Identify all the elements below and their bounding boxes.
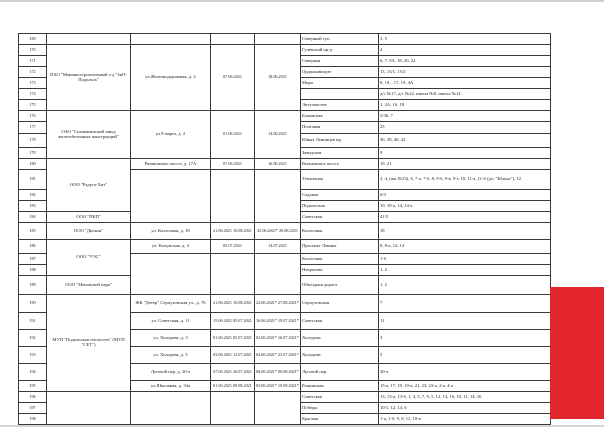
organization-cell: ООО "ПКП" bbox=[47, 212, 131, 223]
row-number: 177 bbox=[19, 122, 47, 134]
schedule-table-body bbox=[19, 34, 551, 425]
address-cell bbox=[131, 254, 211, 295]
row-number: 188 bbox=[19, 265, 47, 276]
houses-cell: 4 bbox=[379, 45, 551, 56]
table-row bbox=[19, 45, 551, 56]
row-number: 179 bbox=[19, 148, 47, 159]
houses-cell: 1, 2 bbox=[379, 265, 551, 276]
row-number: 182 bbox=[19, 190, 47, 201]
row-number: 184 bbox=[19, 212, 47, 223]
houses-cell: 7 bbox=[379, 295, 551, 313]
row-number: 196 bbox=[19, 392, 47, 403]
row-number: 186 bbox=[19, 240, 47, 254]
houses-cell: 1, 2 bbox=[379, 276, 551, 295]
street-cell: Некрасова bbox=[301, 265, 379, 276]
organization-cell: ОАО "Селикатинский завод железобетонных конструкций" bbox=[47, 111, 131, 159]
row-number: 192 bbox=[19, 330, 47, 347]
end-date-cell: 02.06.2021* 16.07.2021* bbox=[255, 330, 301, 347]
street-cell: Мира bbox=[301, 78, 379, 89]
houses-cell: 19, 21 bbox=[379, 159, 551, 170]
row-number: 172 bbox=[19, 67, 47, 78]
end-date-cell: 25.06.2021* 20.08.2021 bbox=[255, 223, 301, 240]
end-date-cell: 04.06.2021* 23.07.2021* bbox=[255, 347, 301, 364]
street-cell: Быковская bbox=[301, 111, 379, 122]
street-cell: Рязановское шоссе bbox=[301, 159, 379, 170]
row-number: 183 bbox=[19, 201, 47, 212]
address-cell: ул. Холодова, д. 3 bbox=[131, 330, 211, 347]
table-row bbox=[19, 34, 551, 45]
street-cell: Советская bbox=[301, 212, 379, 223]
houses-cell: 5 bbox=[379, 347, 551, 364]
row-number: 193 bbox=[19, 347, 47, 364]
table-row bbox=[19, 111, 551, 122]
street-cell bbox=[301, 89, 379, 100]
street-cell: Энтузиастов bbox=[301, 100, 379, 111]
start-date-cell: 01.06.2021 09.08.2021 bbox=[211, 381, 255, 392]
row-number: 189 bbox=[19, 276, 47, 295]
houses-cell: 1, 2А, 16, 18 bbox=[379, 100, 551, 111]
street-cell: Колхозная bbox=[301, 223, 379, 240]
street-cell: Северный туп. bbox=[301, 34, 379, 45]
houses-cell: 5/36, 7 bbox=[379, 111, 551, 122]
address-cell: ул. Холодова, д. 5 bbox=[131, 347, 211, 364]
end-date-cell: 18.06.2021 bbox=[255, 45, 301, 111]
row-number: 174 bbox=[19, 89, 47, 100]
address-cell: ул.Школьная, д. 34а bbox=[131, 381, 211, 392]
table-row bbox=[19, 295, 551, 313]
start-date-cell: 07.06.2021 26.07.2021 bbox=[211, 364, 255, 381]
houses-cell: 3, 5 bbox=[379, 34, 551, 45]
houses-cell: д/с №17, д/с №22, школа №8, школа №14 bbox=[379, 89, 551, 100]
houses-cell: 25 bbox=[379, 122, 551, 134]
end-date-cell: 03.06.2021* 19.08.2021* bbox=[255, 381, 301, 392]
address-cell bbox=[131, 392, 211, 425]
row-number: 178 bbox=[19, 134, 47, 148]
end-date-cell: 16.06.2021* 19.07.2021* bbox=[255, 313, 301, 330]
street-cell: Почтовая bbox=[301, 122, 379, 134]
houses-cell: 1-б bbox=[379, 254, 551, 265]
start-date-cell bbox=[211, 34, 255, 45]
street-cell: Орджоникидзе bbox=[301, 67, 379, 78]
street-cell: Заводская bbox=[301, 148, 379, 159]
organization-cell: ООО "Меновской парк" bbox=[47, 276, 131, 295]
organization-cell: ООО "Дискон" bbox=[47, 223, 131, 240]
row-number: 191 bbox=[19, 313, 47, 330]
row-number: 173 bbox=[19, 78, 47, 89]
start-date-cell bbox=[211, 254, 255, 295]
organization-cell: ПАО "Машиностроительный з-д "ЗиО-Подольск" bbox=[47, 45, 131, 111]
street-cell: Победы bbox=[301, 403, 379, 414]
address-cell: ул. Советская, д. 11 bbox=[131, 313, 211, 330]
houses-cell: 36, 38, 40, 42 bbox=[379, 134, 551, 148]
houses-cell: 2, 4, (шк.№33), 6, 7-а, 7-б, 8, 9-б, 9-в, 9-г, 10, 11-а, 11-б (д/с "Юлька"), 12 bbox=[379, 170, 551, 190]
houses-cell: 15-а, 17, 19, 19-а, 21, 23, 23-а, 2-а, 4-а bbox=[379, 381, 551, 392]
end-date-cell: 16.06.2021 bbox=[255, 159, 301, 170]
start-date-cell: 05.07.2021 bbox=[211, 240, 255, 254]
row-number: 194 bbox=[19, 364, 47, 381]
start-date-cell: 15.06.2021 05.07.2021 bbox=[211, 313, 255, 330]
end-date-cell bbox=[255, 392, 301, 425]
row-number: 180 bbox=[19, 159, 47, 170]
start-date-cell: 07.06.2021 bbox=[211, 159, 255, 170]
houses-cell: 8, 8-а, 12, 14 bbox=[379, 240, 551, 254]
houses-cell: 20-а bbox=[379, 364, 551, 381]
organization-cell bbox=[47, 34, 131, 45]
end-date-cell: 08.06.2021* 06.08.2021* bbox=[255, 364, 301, 381]
start-date-cell: 21.06.2021 16.08.2021 bbox=[211, 223, 255, 240]
houses-cell: 1-а, 1-б, 9, 8, 11, 10-в bbox=[379, 414, 551, 425]
houses-cell: 6, 7, 9А, 18, 20, 22 bbox=[379, 56, 551, 67]
start-date-cell: 01.06.2021 bbox=[211, 111, 255, 159]
organization-cell: МУП "Подольская теплосеть" (МУП "СЕТ") bbox=[47, 295, 131, 392]
houses-cell: 3 bbox=[379, 330, 551, 347]
row-number: 195 bbox=[19, 381, 47, 392]
address-cell: ул. Колхозная, д. 18 bbox=[131, 223, 211, 240]
street-cell: Объездная дорога bbox=[301, 276, 379, 295]
end-date-cell: 14.07.2021 bbox=[255, 240, 301, 254]
start-date-cell: 07.06.2021 bbox=[211, 45, 255, 111]
end-date-cell bbox=[255, 34, 301, 45]
organization-cell: ООО "УЭС" bbox=[47, 240, 131, 276]
street-cell: Луговой пер. bbox=[301, 364, 379, 381]
row-number: 175 bbox=[19, 100, 47, 111]
street-cell: Советская bbox=[301, 392, 379, 403]
schedule-table bbox=[18, 33, 551, 425]
row-number: 185 bbox=[19, 223, 47, 240]
houses-cell: 10, 10-а, 14, 14-а bbox=[379, 201, 551, 212]
street-cell: Садовая bbox=[301, 190, 379, 201]
row-number: 197 bbox=[19, 403, 47, 414]
row-number: 169 bbox=[19, 34, 47, 45]
houses-cell: 18 bbox=[379, 223, 551, 240]
houses-cell: 41/5 bbox=[379, 212, 551, 223]
houses-cell: 9 bbox=[379, 148, 551, 159]
street-cell: Холодова bbox=[301, 330, 379, 347]
street-cell: Подольская bbox=[301, 201, 379, 212]
street-cell: Юных Ленинцев пр. bbox=[301, 134, 379, 148]
red-side-marker bbox=[550, 287, 604, 419]
start-date-cell: 03.06.2021 12.07.2021 bbox=[211, 347, 255, 364]
row-number: 171 bbox=[19, 56, 47, 67]
organization-cell: ООО "Радуга-Хит" bbox=[47, 159, 131, 212]
address-cell: ул.8 марта, д. 2 bbox=[131, 111, 211, 159]
table-row bbox=[19, 223, 551, 240]
page-edge-top bbox=[0, 0, 604, 2]
address-cell: Луговой пер. д. 20-а bbox=[131, 364, 211, 381]
street-cell: Красная bbox=[301, 414, 379, 425]
end-date-cell bbox=[255, 254, 301, 295]
row-number: 181 bbox=[19, 170, 47, 190]
address-cell: ул.Железнодорожная, д. 2 bbox=[131, 45, 211, 111]
street-cell: Проспект Ленина bbox=[301, 240, 379, 254]
street-cell: Северная bbox=[301, 56, 379, 67]
start-date-cell bbox=[211, 170, 255, 223]
address-cell: ул. Калужская, д. 4 bbox=[131, 240, 211, 254]
row-number: 198 bbox=[19, 414, 47, 425]
start-date-cell bbox=[211, 392, 255, 425]
row-number: 170 bbox=[19, 45, 47, 56]
street-cell: Рощинская bbox=[301, 381, 379, 392]
start-date-cell: 21.06.2021 16.08.2021 bbox=[211, 295, 255, 313]
address-cell: Рязановское шоссе, д. 17А bbox=[131, 159, 211, 170]
street-cell: Холодова bbox=[301, 347, 379, 364]
houses-cell: 8, 10, , 17, 19, 4А bbox=[379, 78, 551, 89]
street-cell: Серпуховская bbox=[301, 295, 379, 313]
address-cell: ЖК "Детер" Серпуховская ул., д. 76 bbox=[131, 295, 211, 313]
address-cell bbox=[131, 170, 211, 223]
table-row bbox=[19, 159, 551, 170]
end-date-cell bbox=[255, 170, 301, 223]
address-cell bbox=[131, 34, 211, 45]
houses-cell: 6/3 bbox=[379, 190, 551, 201]
row-number: 187 bbox=[19, 254, 47, 265]
row-number: 176 bbox=[19, 111, 47, 122]
street-cell: Тепличная bbox=[301, 170, 379, 190]
houses-cell: 13, 13-а, 13-б, 1, 3, 5, 7, 9, 5, 12, 14, 16, 10, 11, 14, 16 bbox=[379, 392, 551, 403]
street-cell: Гулёвский пр-д bbox=[301, 45, 379, 56]
houses-cell: 10/1, 12, 14, 6 bbox=[379, 403, 551, 414]
start-date-cell: 01.06.2021 05.07.2021 bbox=[211, 330, 255, 347]
street-cell: Советская bbox=[301, 313, 379, 330]
houses-cell: 11 bbox=[379, 313, 551, 330]
street-cell: Колхозная bbox=[301, 254, 379, 265]
end-date-cell: 22.06.2021* 27.08.2021* bbox=[255, 295, 301, 313]
end-date-cell: 14.06.2021 bbox=[255, 111, 301, 159]
row-number: 190 bbox=[19, 295, 47, 313]
houses-cell: 13, 15/1, 15/2 bbox=[379, 67, 551, 78]
table-row bbox=[19, 392, 551, 403]
organization-cell bbox=[47, 392, 131, 425]
table-row bbox=[19, 240, 551, 254]
